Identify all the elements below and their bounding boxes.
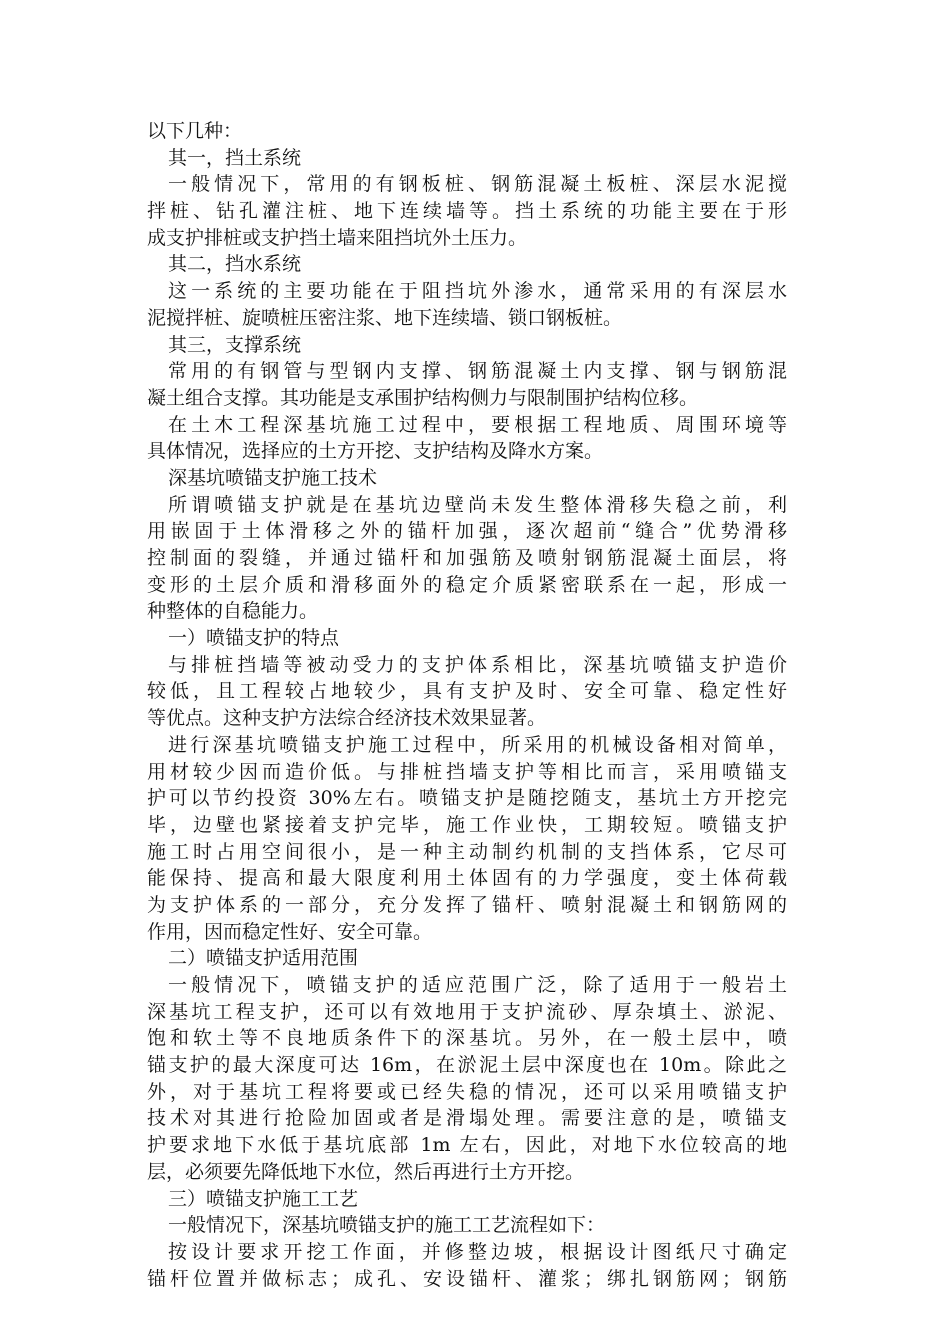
text-line: 进行深基坑喷锚支护施工过程中，所采用的机械设备相对简单， <box>168 733 787 756</box>
text-line: 能保持、提高和最大限度利用土体固有的力学强度，变土体荷载 <box>147 867 787 890</box>
text-line: 深基坑喷锚支护施工技术 <box>168 466 378 489</box>
text-line: 一）喷锚支护的特点 <box>168 627 340 650</box>
document-body <box>147 118 787 1292</box>
text-line: 锚支护的最大深度可达 16m，在淤泥土层中深度也在 10m。除此之 <box>147 1054 787 1077</box>
text-line: 变形的土层介质和滑移面外的稳定介质紧密联系在一起，形成一 <box>147 573 787 596</box>
text-line: 护可以节约投资 30%左右。喷锚支护是随挖随支，基坑土方开挖完 <box>147 787 787 810</box>
text-line: 层，必须要先降低地下水位，然后再进行土方开挖。 <box>147 1160 585 1183</box>
text-line: 一般情况下，喷锚支护的适应范围广泛，除了适用于一般岩土 <box>168 974 787 996</box>
text-line: 深基坑工程支护，还可以有效地用于支护流砂、厚杂填土、淤泥、 <box>147 1000 787 1023</box>
text-line: 等优点。这种支护方法综合经济技术效果显著。 <box>147 707 547 730</box>
text-line: 控制面的裂缝，并通过锚杆和加强筋及喷射钢筋混凝土面层，将 <box>147 547 787 569</box>
text-line: 具体情况，选择应的土方开挖、支护结构及降水方案。 <box>147 440 604 463</box>
text-line: 一般情况下，常用的有钢板桩、钢筋混凝土板桩、深层水泥搅 <box>168 173 787 196</box>
text-line: 按设计要求开挖工作面，并修整边坡，根据设计图纸尺寸确定 <box>168 1240 787 1263</box>
text-line: 在土木工程深基坑施工过程中，要根据工程地质、周围环境等 <box>168 413 787 436</box>
text-line: 拌桩、钻孔灌注桩、地下连续墙等。挡土系统的功能主要在于形 <box>147 200 787 223</box>
text-line: 护要求地下水低于基坑底部 1m 左右，因此，对地下水位较高的地 <box>147 1134 787 1157</box>
text-line: 以下几种： <box>147 120 243 142</box>
text-line: 饱和软土等不良地质条件下的深基坑。另外，在一般土层中，喷 <box>147 1027 787 1050</box>
text-line: 其二，挡水系统 <box>168 253 302 276</box>
text-line: 二）喷锚支护适用范围 <box>168 947 359 970</box>
text-line: 较低，且工程较占地较少，具有支护及时、安全可靠、稳定性好 <box>147 680 787 703</box>
text-line: 一般情况下，深基坑喷锚支护的施工工艺流程如下： <box>168 1214 606 1237</box>
text-line: 用材较少因而造价低。与排桩挡墙支护等相比而言，采用喷锚支 <box>147 760 787 783</box>
text-line: 用嵌固于土体滑移之外的锚杆加强，逐次超前“缝合”优势滑移 <box>147 520 787 543</box>
text-line: 施工时占用空间很小，是一种主动制约机制的支挡体系，它尽可 <box>147 840 787 863</box>
text-line: 泥搅拌桩、旋喷桩压密注浆、地下连续墙、锁口钢板桩。 <box>147 306 623 329</box>
text-line: 种整体的自稳能力。 <box>147 600 319 623</box>
text-line: 作用，因而稳定性好、安全可靠。 <box>147 920 433 943</box>
text-line: 常用的有钢管与型钢内支撑、钢筋混凝土内支撑、钢与钢筋混 <box>168 360 787 383</box>
text-line: 三）喷锚支护施工工艺 <box>168 1187 359 1210</box>
text-line: 为支护体系的一部分，充分发挥了锚杆、喷射混凝土和钢筋网的 <box>147 893 787 916</box>
text-line: 所谓喷锚支护就是在基坑边壁尚未发生整体滑移失稳之前，利 <box>168 493 787 516</box>
text-line: 这一系统的主要功能在于阻挡坑外渗水，通常采用的有深层水 <box>168 280 787 303</box>
text-line: 外，对于基坑工程将要或已经失稳的情况，还可以采用喷锚支护 <box>147 1080 787 1103</box>
text-line: 其三，支撑系统 <box>168 333 302 356</box>
text-line: 锚杆位置并做标志；成孔、安设锚杆、灌浆；绑扎钢筋网；钢筋 <box>147 1267 787 1290</box>
text-line: 技术对其进行抢险加固或者是滑塌处理。需要注意的是，喷锚支 <box>147 1107 787 1130</box>
text-line: 成支护排桩或支护挡土墙来阻挡坑外土压力。 <box>147 226 528 249</box>
text-line: 其一，挡土系统 <box>168 146 302 169</box>
text-line: 凝土组合支撑。其功能是支承围护结构侧力与限制围护结构位移。 <box>147 386 699 409</box>
text-line: 毕，边壁也紧接着支护完毕，施工作业快，工期较短。喷锚支护 <box>147 813 787 836</box>
text-line: 与排桩挡墙等被动受力的支护体系相比，深基坑喷锚支护造价 <box>168 653 787 676</box>
